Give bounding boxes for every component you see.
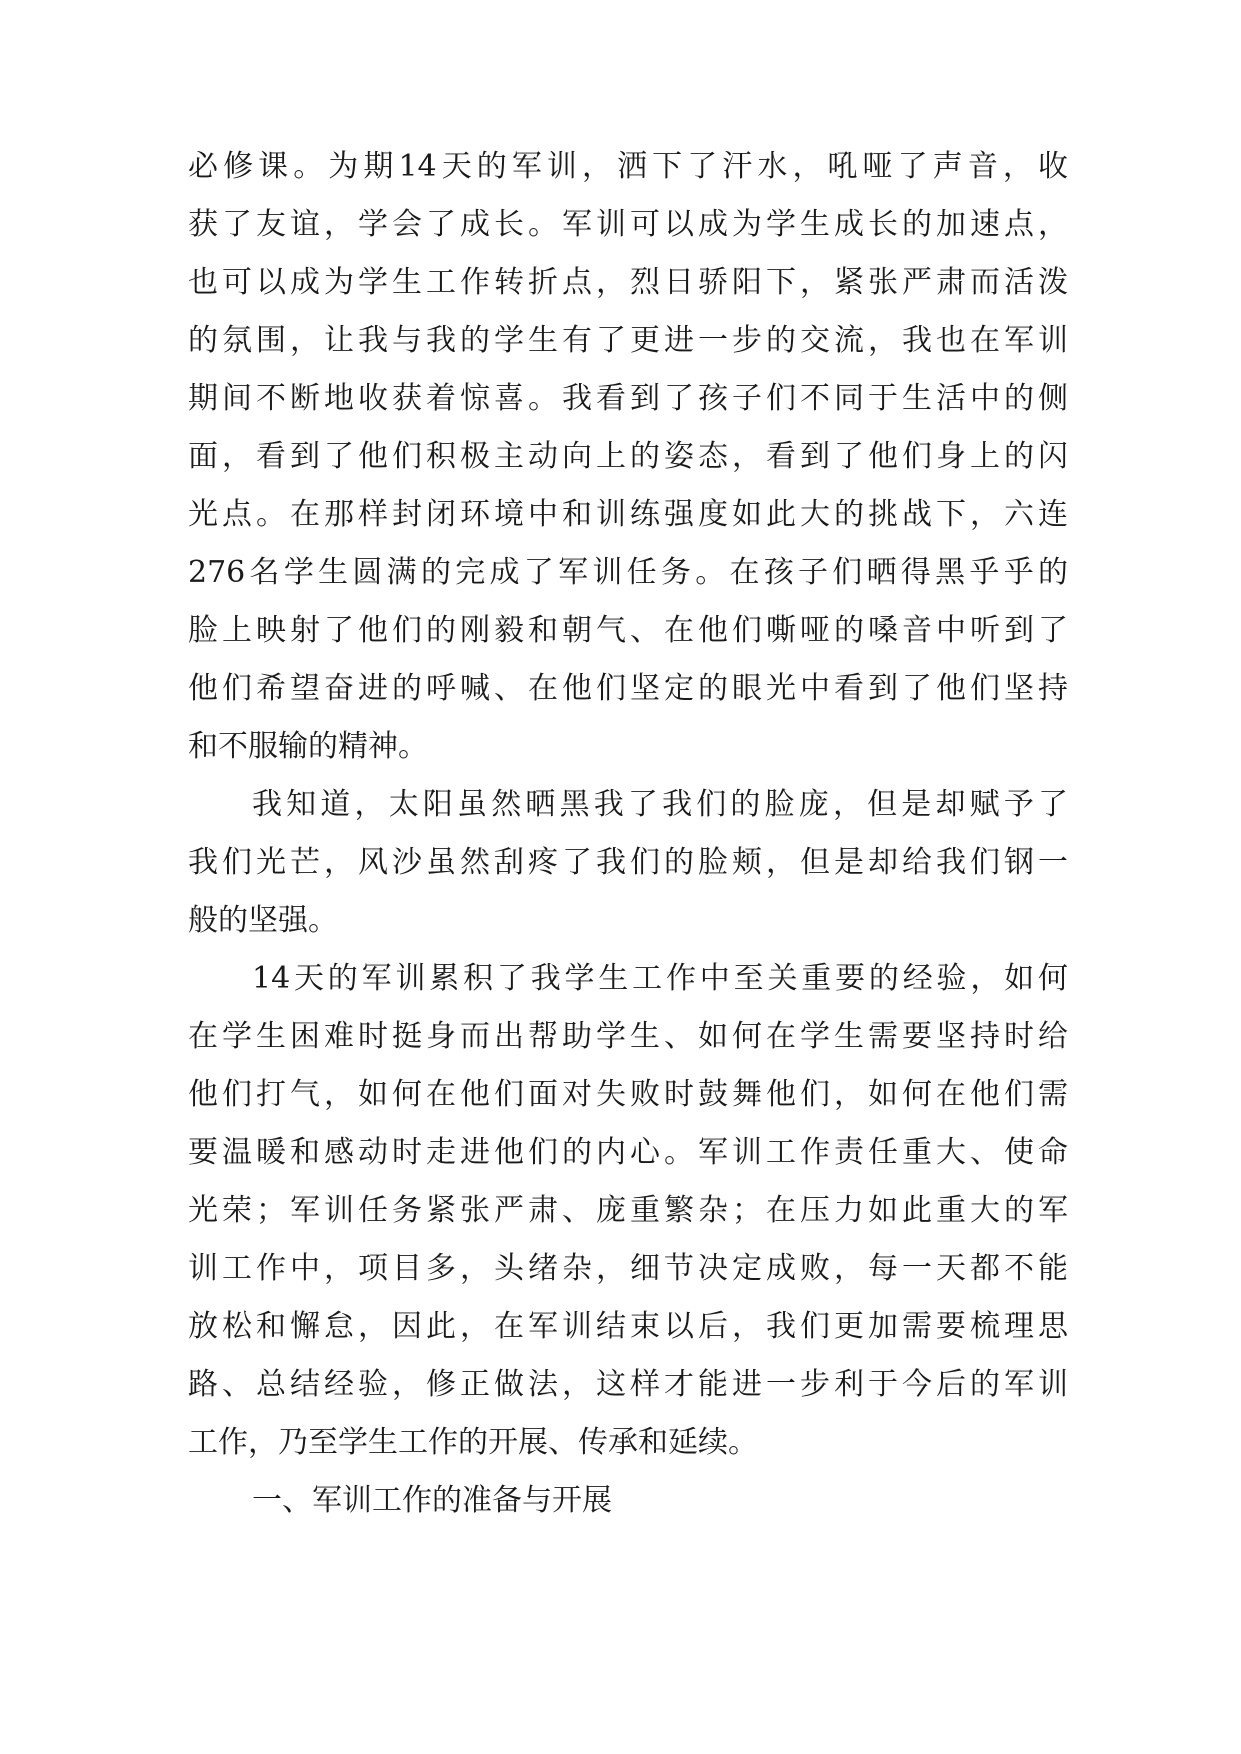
text-line: 获了友谊，学会了成长。军训可以成为学生成长的加速点，: [188, 207, 1068, 242]
text-line: 训工作中，项目多，头绪杂，细节决定成败，每一天都不能: [188, 1251, 1068, 1286]
paragraph-first-line: 14天的军训累积了我学生工作中至关重要的经验，如何: [252, 961, 1068, 996]
text-line: 他们希望奋进的呼喊、在他们坚定的眼光中看到了他们坚持: [188, 671, 1068, 706]
text-line: 也可以成为学生工作转折点，烈日骄阳下，紧张严肃而活泼: [188, 265, 1068, 300]
paragraph-first-line: 我知道，太阳虽然晒黑我了我们的脸庞，但是却赋予了: [252, 787, 1068, 822]
text-line: 光点。在那样封闭环境中和训练强度如此大的挑战下，六连: [188, 497, 1068, 532]
text-line: 的氛围，让我与我的学生有了更进一步的交流，我也在军训: [188, 323, 1068, 358]
text-line: 般的坚强。: [188, 903, 338, 938]
text-line: 276名学生圆满的完成了军训任务。在孩子们晒得黑乎乎的: [188, 555, 1068, 590]
text-line: 在学生困难时挺身而出帮助学生、如何在学生需要坚持时给: [188, 1019, 1068, 1054]
text-line: 脸上映射了他们的刚毅和朝气、在他们嘶哑的嗓音中听到了: [188, 613, 1068, 648]
text-line: 光荣；军训任务紧张严肃、庞重繁杂；在压力如此重大的军: [188, 1193, 1068, 1228]
text-line: 他们打气，如何在他们面对失败时鼓舞他们，如何在他们需: [188, 1077, 1068, 1112]
text-line: 面，看到了他们积极主动向上的姿态，看到了他们身上的闪: [188, 439, 1068, 474]
text-line: 路、总结经验，修正做法，这样才能进一步利于今后的军训: [188, 1367, 1068, 1402]
text-line: 期间不断地收获着惊喜。我看到了孩子们不同于生活中的侧: [188, 381, 1068, 416]
text-line: 我们光芒，风沙虽然刮疼了我们的脸颊，但是却给我们钢一: [188, 845, 1068, 880]
text-line: 工作，乃至学生工作的开展、传承和延续。: [188, 1425, 758, 1460]
text-line: 和不服输的精神。: [188, 729, 428, 764]
text-line: 必修课。为期14天的军训，洒下了汗水，吼哑了声音，收: [188, 149, 1068, 184]
text-line: 放松和懈怠，因此，在军训结束以后，我们更加需要梳理思: [188, 1309, 1068, 1344]
section-heading: 一、军训工作的准备与开展: [252, 1483, 612, 1518]
text-line: 要温暖和感动时走进他们的内心。军训工作责任重大、使命: [188, 1135, 1068, 1170]
